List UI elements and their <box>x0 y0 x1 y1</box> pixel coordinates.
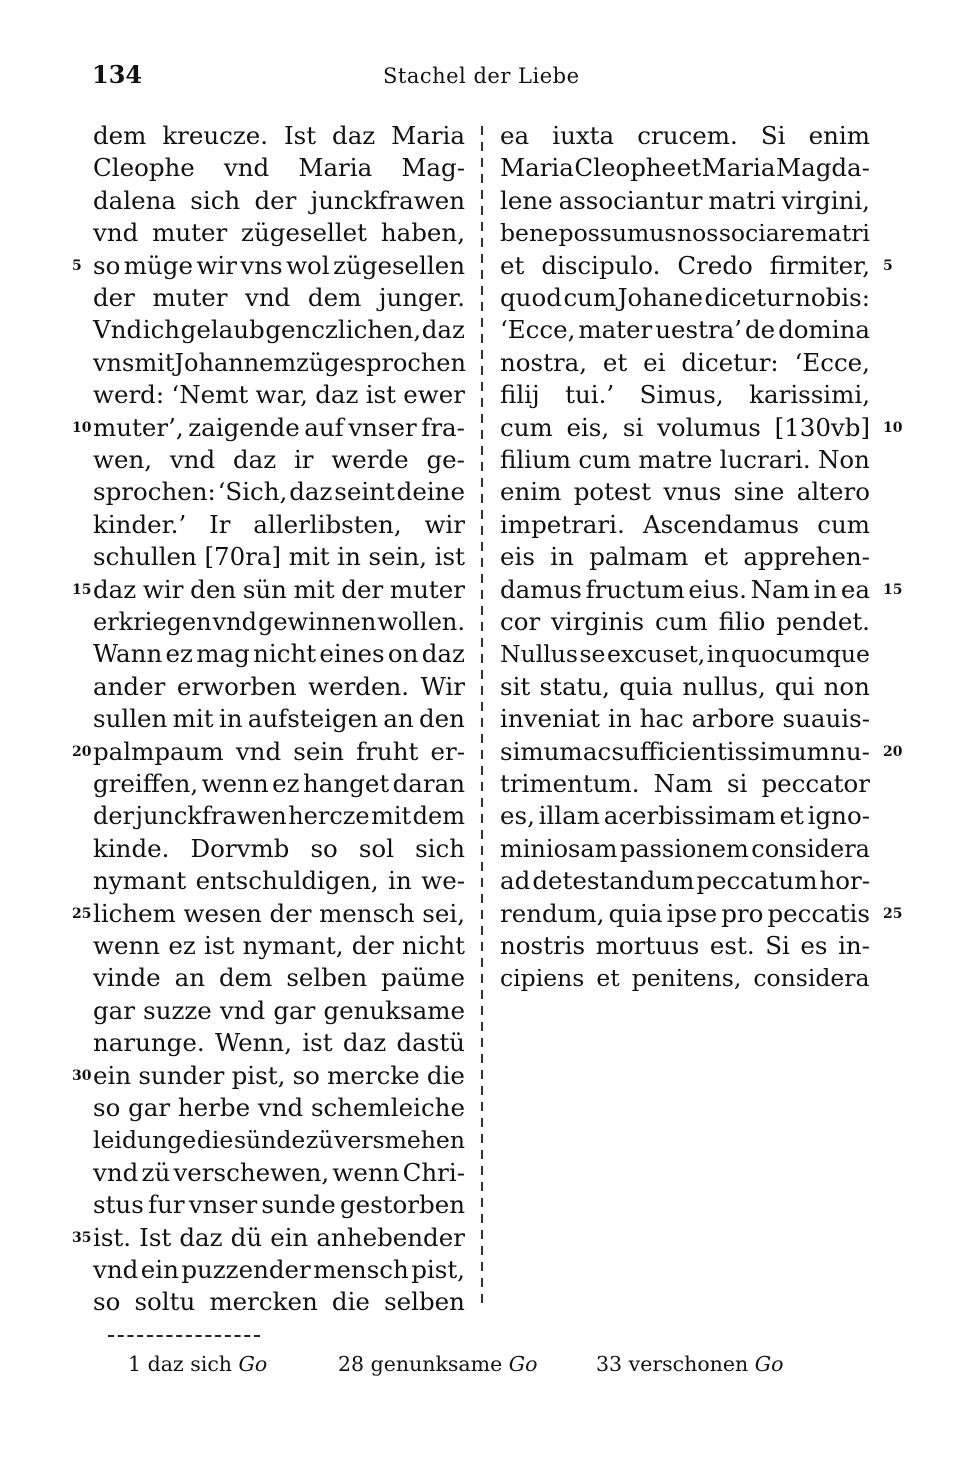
text-line: lene associantur matri virgini, <box>500 185 870 215</box>
line-number: 15 <box>883 581 903 598</box>
line-number: 10 <box>72 419 92 436</box>
text-line: so gar herbe vnd schemleiche <box>93 1093 465 1122</box>
text-line: daz wir den sün mit der muter <box>93 574 465 604</box>
text-line: palmpaum vnd sein fruht er- <box>93 736 465 766</box>
line-number: 5 <box>72 257 82 274</box>
text-line: filium cum matre lucrari. Non <box>500 445 870 474</box>
text-line: cum eis, si volumus [130vb] <box>500 412 870 442</box>
line-number: 25 <box>883 905 903 922</box>
text-line: Cleophe vnd Maria Mag- <box>93 153 465 183</box>
text-line: inveniat in hac arbore suauis- <box>500 704 870 734</box>
text-line: Nullus se excuset, in quocumque <box>500 640 870 669</box>
text-line: vns mit Johannem zügesprochen <box>93 348 466 377</box>
text-line: ea iuxta crucem. Si enim <box>500 121 870 150</box>
line-number: 20 <box>72 743 92 760</box>
text-line: vnd muter zügesellet haben, <box>93 218 465 248</box>
text-line: eis in palmam et apprehen- <box>500 542 870 572</box>
text-line: enim potest vnus sine altero <box>500 477 870 507</box>
text-line: vnd ein puzzender mensch pist, <box>93 1255 465 1284</box>
text-line: vinde an dem selben paüme <box>93 963 465 993</box>
text-line: leidunge die sünde zü versmehen <box>93 1126 465 1155</box>
text-line: erkriegen vnd gewinnen wollen. <box>93 608 465 636</box>
footnote-text: genunksame <box>370 1352 503 1376</box>
text-line: muter’, zaigende auf vnser fra- <box>93 412 465 442</box>
footnote-siglum: Go <box>508 1352 538 1376</box>
line-number: 5 <box>883 257 893 274</box>
text-line: vnd zü verschewen, wenn Chri- <box>93 1157 465 1187</box>
text-line: dalena sich der junckfrawen <box>93 185 465 215</box>
text-line: kinde. Dorvmb so sol sich <box>93 833 465 863</box>
text-line: wenn ez ist nymant, der nicht <box>93 931 465 960</box>
text-line: narunge. Wenn, ist daz dastü <box>93 1028 465 1058</box>
footnote-siglum: Go <box>754 1352 784 1376</box>
text-line: der junckfrawen hercze mit dem <box>93 802 465 831</box>
footnote <box>338 1352 537 1376</box>
text-line: ‘Ecce, mater uestra’ de domina <box>500 315 870 345</box>
text-line: sullen mit in aufsteigen an den <box>93 704 465 734</box>
footnote-number: 1 <box>128 1352 142 1376</box>
text-line: cipiens et penitens, considera <box>500 964 870 993</box>
line-number: 20 <box>883 743 903 760</box>
text-line: damus fructum eius. Nam in ea <box>500 574 870 604</box>
text-line: trimentum. Nam si peccator <box>500 769 870 798</box>
text-line: kinder.’ Ir allerlibsten, wir <box>93 509 465 539</box>
text-line: greiffen, wenn ez hanget daran <box>93 769 465 798</box>
text-line: sit statu, quia nullus, qui non <box>500 671 870 701</box>
text-line: dem kreucze. Ist daz Maria <box>93 121 465 150</box>
column-divider <box>481 126 483 1306</box>
text-line: Vnd ich gelaub genczlichen, daz <box>93 315 465 345</box>
line-number: 25 <box>72 905 92 922</box>
text-line: filij tui.’ Simus, karissimi, <box>500 380 870 410</box>
text-line: lichem wesen der mensch sei, <box>93 898 465 928</box>
footnote-text: daz sich <box>147 1352 233 1376</box>
line-number: 15 <box>72 581 92 598</box>
text-line: rendum, quia ipse pro peccatis <box>500 898 870 928</box>
text-line: nymant entschuldigen, in we- <box>93 866 465 896</box>
text-line: Maria Cleophe et Maria Magda- <box>500 153 870 183</box>
text-line: impetrari. Ascendamus cum <box>500 509 870 539</box>
text-line: werd: ‘Nemt war, daz ist ewer <box>93 380 465 410</box>
text-line: ein sunder pist, so mercke die <box>93 1060 465 1090</box>
text-line: bene possumus nos sociare matri <box>500 219 870 248</box>
text-line: sprochen: ‘Sich, daz seint deine <box>93 477 465 507</box>
running-title: Stachel der Liebe <box>383 64 580 88</box>
line-number: 30 <box>72 1067 92 1084</box>
line-number: 35 <box>72 1229 92 1246</box>
text-line: der muter vnd dem junger. <box>93 283 465 312</box>
text-line: ander erworben werden. Wir <box>93 671 465 701</box>
footnote <box>596 1352 783 1376</box>
text-line: so soltu mercken die selben <box>93 1287 465 1317</box>
text-line: et discipulo. Credo firmiter, <box>500 250 870 280</box>
text-line: ist. Ist daz dü ein anhebender <box>93 1222 465 1252</box>
text-line: nostra, et ei dicetur: ‘Ecce, <box>500 347 870 377</box>
footnote <box>128 1352 267 1376</box>
text-line: simum ac sufficientissimum nu- <box>500 736 870 766</box>
page-number: 134 <box>92 60 143 89</box>
text-line: quod cum Johane dicetur nobis: <box>500 283 870 312</box>
footnote-siglum: Go <box>238 1352 268 1376</box>
text-line: gar suzze vnd gar genuksame <box>93 995 465 1025</box>
text-line: nostris mortuus est. Si es in- <box>500 931 870 960</box>
text-line: stus fur vnser sunde gestorben <box>93 1190 465 1220</box>
text-line: schullen [70ra] mit in sein, ist <box>93 542 465 572</box>
text-line: es, illam acerbissimam et igno- <box>500 801 870 831</box>
text-line: Wann ez mag nicht eines on daz <box>93 639 465 669</box>
text-line: so müge wir vns wol zügesellen <box>93 250 465 280</box>
footnote-rule <box>108 1335 260 1337</box>
text-line: cor virginis cum filio pendet. <box>500 607 870 636</box>
text-line: ad detestandum peccatum hor- <box>500 866 870 896</box>
footnote-text: verschonen <box>628 1352 749 1376</box>
text-line: wen, vnd daz ir werde ge- <box>93 445 465 474</box>
text-line: miniosam passionem considera <box>500 834 870 863</box>
footnote-number: 33 <box>596 1352 623 1376</box>
line-number: 10 <box>883 419 903 436</box>
footnote-number: 28 <box>338 1352 365 1376</box>
